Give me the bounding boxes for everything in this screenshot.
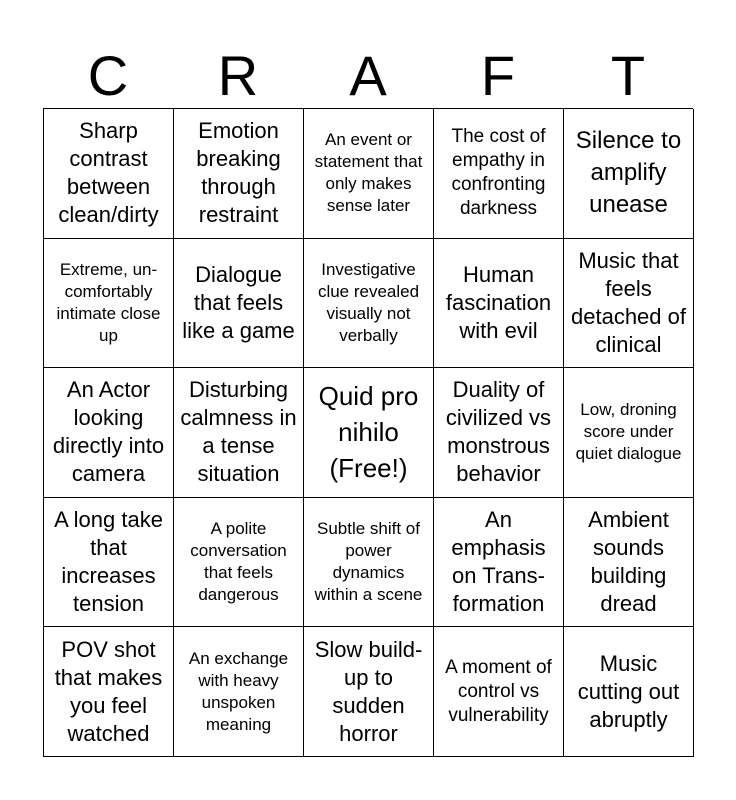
bingo-cell[interactable] bbox=[174, 368, 304, 498]
bingo-cell[interactable] bbox=[44, 109, 174, 239]
cell-text: Disturbing calmness in a tense situation bbox=[180, 377, 297, 487]
cell-text: Low, droning score under quiet dialogue bbox=[575, 400, 682, 464]
cell-text: A moment of control vs vulnerability bbox=[445, 656, 552, 726]
bingo-cell[interactable] bbox=[304, 109, 434, 239]
header-letter-a: A bbox=[349, 44, 387, 107]
cell-text: A polite conversation that feels dangerous bbox=[190, 519, 287, 605]
bingo-board bbox=[43, 108, 693, 757]
header-letter-c: C bbox=[87, 44, 129, 107]
cell-text: Investigative clue revealed visually not verbally bbox=[317, 259, 420, 345]
cell-text: An event or statement that only makes sense later bbox=[314, 130, 423, 216]
header-letter-r: R bbox=[217, 44, 259, 107]
cell-text: Human fascination with evil bbox=[445, 261, 552, 343]
bingo-cell[interactable] bbox=[174, 627, 304, 757]
header-letter-f: F bbox=[480, 44, 516, 107]
bingo-cell[interactable] bbox=[564, 368, 694, 498]
bingo-cell[interactable] bbox=[564, 498, 694, 628]
bingo-cell-free[interactable] bbox=[304, 368, 434, 498]
bingo-cell[interactable] bbox=[174, 498, 304, 628]
bingo-cell[interactable] bbox=[434, 109, 564, 239]
cell-text: Music cutting out abruptly bbox=[577, 650, 680, 732]
bingo-cell[interactable] bbox=[44, 239, 174, 369]
bingo-cell[interactable] bbox=[564, 109, 694, 239]
cell-text: Subtle shift of power dynamics within a scene bbox=[314, 519, 423, 605]
bingo-cell[interactable] bbox=[434, 627, 564, 757]
cell-text: An Actor looking directly into camera bbox=[52, 377, 165, 487]
cell-text: Silence to amplify unease bbox=[575, 127, 682, 219]
cell-text: An exchange with heavy unspoken meaning bbox=[188, 648, 289, 734]
cell-text: Extreme, un-comfortably intimate close up bbox=[56, 259, 161, 345]
bingo-cell[interactable] bbox=[304, 498, 434, 628]
bingo-cell[interactable] bbox=[44, 498, 174, 628]
bingo-cell[interactable] bbox=[434, 498, 564, 628]
free-space-text: Quid pro nihilo (Free!) bbox=[318, 381, 419, 484]
bingo-cell[interactable] bbox=[564, 239, 694, 369]
bingo-cell[interactable] bbox=[174, 109, 304, 239]
bingo-cell[interactable] bbox=[304, 627, 434, 757]
header-letter-t: T bbox=[610, 44, 646, 107]
cell-text: Music that feels detached of clinical bbox=[571, 247, 686, 357]
bingo-cell[interactable] bbox=[434, 368, 564, 498]
bingo-cell[interactable] bbox=[174, 239, 304, 369]
cell-text: Duality of civilized vs monstrous behavior bbox=[445, 377, 552, 487]
cell-text: Emotion breaking through restraint bbox=[196, 118, 281, 228]
cell-text: Dialogue that feels like a game bbox=[182, 261, 295, 343]
bingo-cell[interactable] bbox=[44, 627, 174, 757]
cell-text: The cost of empathy in confronting darkness bbox=[451, 126, 546, 220]
cell-text: An emphasis on Trans-formation bbox=[451, 507, 546, 617]
bingo-header bbox=[43, 44, 693, 108]
bingo-cell[interactable] bbox=[434, 239, 564, 369]
cell-text: A long take that increases tension bbox=[54, 507, 163, 617]
bingo-cell[interactable] bbox=[304, 239, 434, 369]
cell-text: POV shot that makes you feel watched bbox=[54, 636, 163, 746]
cell-text: Sharp contrast between clean/dirty bbox=[58, 118, 159, 228]
cell-text: Slow build-up to sudden horror bbox=[314, 636, 423, 746]
cell-text: Ambient sounds building dread bbox=[588, 507, 669, 617]
bingo-cell[interactable] bbox=[44, 368, 174, 498]
bingo-cell[interactable] bbox=[564, 627, 694, 757]
